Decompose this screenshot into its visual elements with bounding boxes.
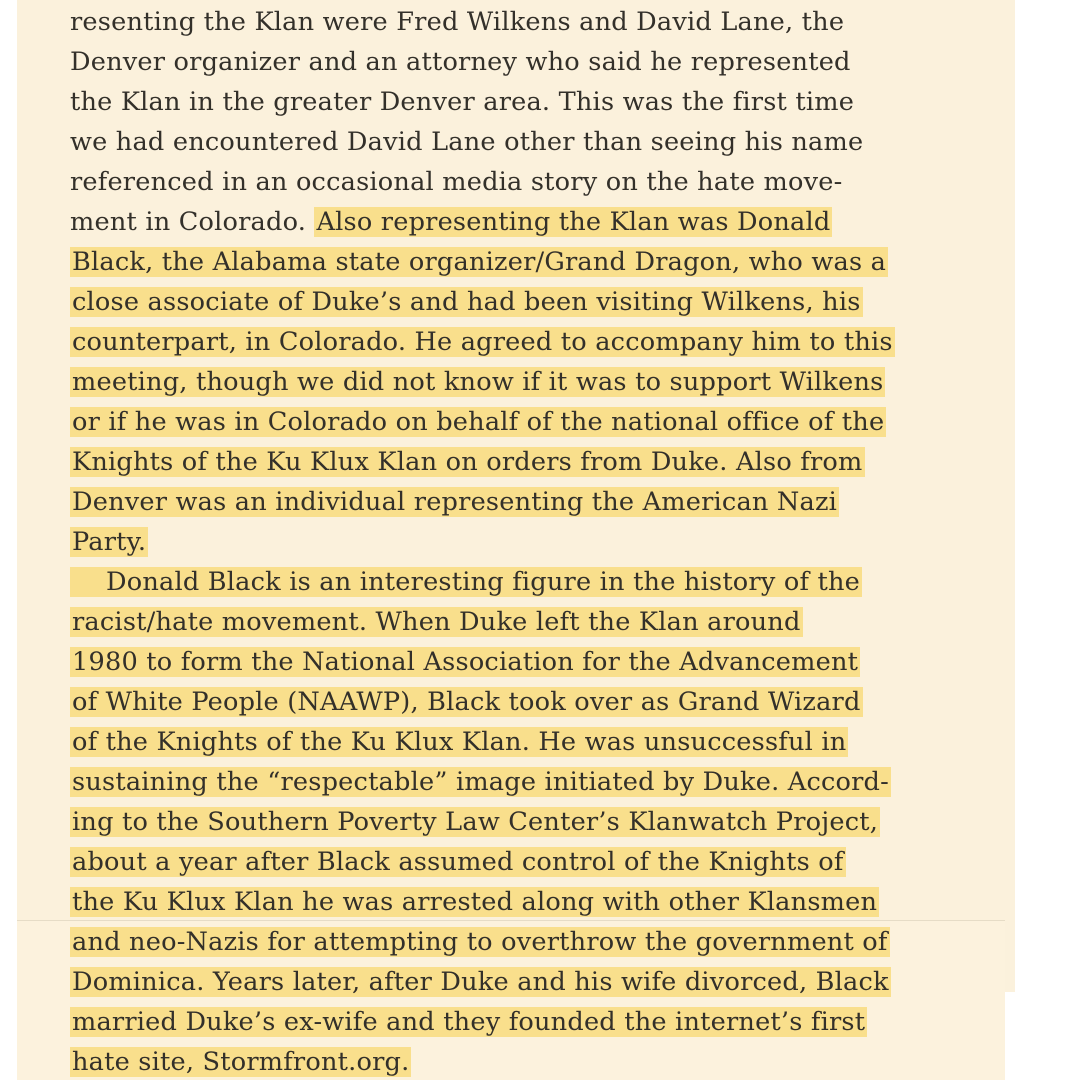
- text-line: resenting the Klan were Fred Wilkens and David Lane, the: [70, 7, 845, 37]
- text-line: [70, 682, 1070, 722]
- text-line: referenced in an occasional media story on the hate move-: [70, 167, 843, 197]
- highlighted-text: the Ku Klux Klan he was arrested along with other Klansmen: [72, 887, 878, 917]
- text-line: [70, 602, 1070, 642]
- highlighted-text: Donald Black is an interesting figure in the history of the: [70, 567, 862, 597]
- highlighted-text: and neo-Nazis for attempting to overthrow the government of: [72, 927, 888, 957]
- text-line: [70, 882, 1070, 922]
- highlighted-text: ing to the Southern Poverty Law Center’s Klanwatch Project,: [72, 807, 879, 837]
- highlighted-text: about a year after Black assumed control of the Knights of: [72, 847, 844, 877]
- text-line: [70, 762, 1070, 802]
- highlighted-text: Black, the Alabama state organizer/Grand Dragon, who was a: [72, 247, 887, 277]
- text-line: [70, 1002, 1070, 1042]
- highlighted-text: hate site, Stormfront.org.: [72, 1047, 410, 1077]
- text-line: [70, 962, 1070, 1002]
- text-line: [70, 442, 1070, 482]
- highlighted-text: or if he was in Colorado on behalf of the national office of the: [72, 407, 885, 437]
- text-line: [70, 562, 1070, 602]
- highlighted-text: married Duke’s ex-wife and they founded the internet’s first: [72, 1007, 866, 1037]
- text-line: Denver organizer and an attorney who said he represented: [70, 47, 851, 77]
- text-line: the Klan in the greater Denver area. This was the first time: [70, 87, 855, 117]
- text-line: [70, 282, 1070, 322]
- text-line: [70, 242, 1070, 282]
- text-line: [70, 482, 1070, 522]
- highlighted-text: Denver was an individual representing the American Nazi: [72, 487, 838, 517]
- highlighted-text: meeting, though we did not know if it was to support Wilkens: [72, 367, 884, 397]
- highlighted-text: close associate of Duke’s and had been visiting Wilkens, his: [72, 287, 861, 317]
- text-line: ment in Colorado. Also representing the Klan was Donald: [70, 207, 831, 237]
- highlighted-text: counterpart, in Colorado. He agreed to accompany him to this: [72, 327, 893, 357]
- text-line: [70, 642, 1070, 682]
- text-line: [70, 322, 1070, 362]
- text-line: [70, 802, 1070, 842]
- text-line: [70, 722, 1070, 762]
- highlighted-text: of the Knights of the Ku Klux Klan. He was unsuccessful in: [72, 727, 847, 757]
- text-line: [70, 1042, 1070, 1082]
- highlighted-text: 1980 to form the National Association for the Advancement: [72, 647, 859, 677]
- text-line: [70, 842, 1070, 882]
- highlighted-text: Also representing the Klan was Donald: [316, 207, 831, 237]
- text-line: [70, 362, 1070, 402]
- text-line: [70, 922, 1070, 962]
- text-line: [70, 402, 1070, 442]
- highlighted-text: Dominica. Years later, after Duke and his wife divorced, Black: [72, 967, 889, 997]
- highlighted-text: racist/hate movement. When Duke left the Klan around: [72, 607, 801, 637]
- highlighted-text: Knights of the Ku Klux Klan on orders from Duke. Also from: [72, 447, 863, 477]
- book-text: [70, 2, 1070, 1082]
- highlighted-text: of White People (NAAWP), Black took over as Grand Wizard: [72, 687, 861, 717]
- highlighted-text: Party.: [72, 527, 147, 557]
- text-line: [70, 522, 1070, 562]
- highlighted-text: sustaining the “respectable” image initiated by Duke. Accord-: [72, 767, 889, 797]
- text-line: we had encountered David Lane other than seeing his name: [70, 127, 864, 157]
